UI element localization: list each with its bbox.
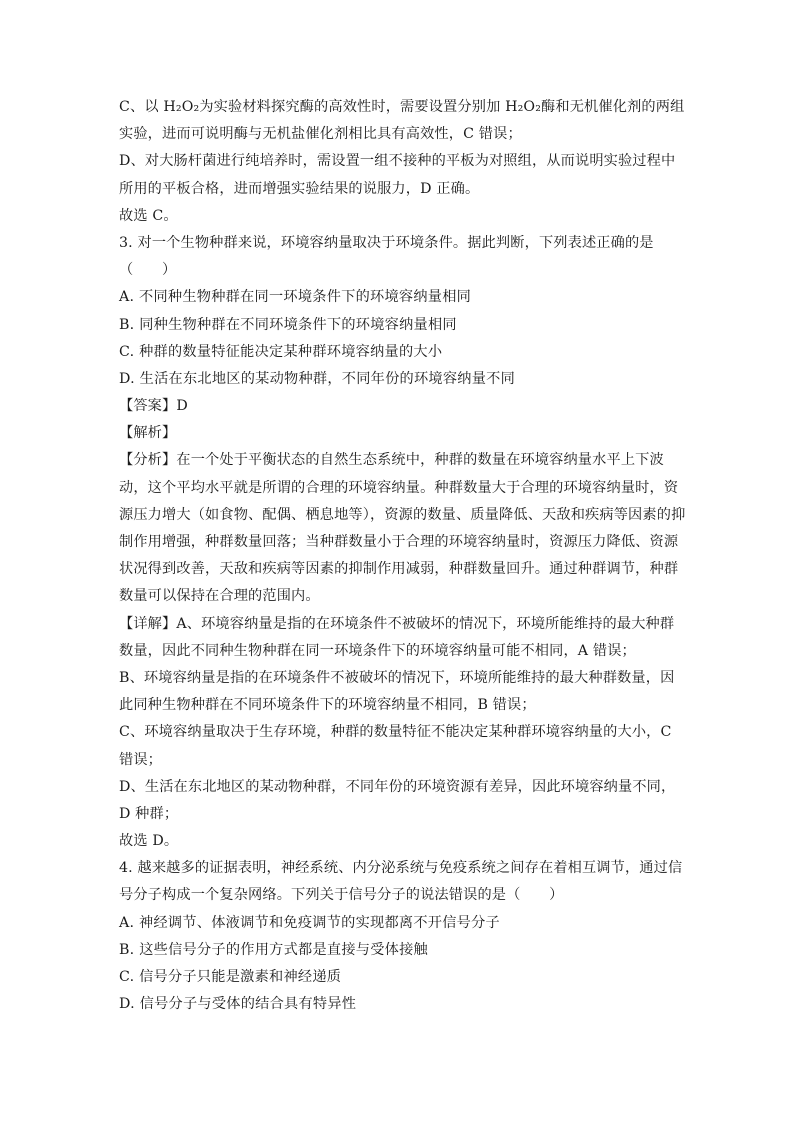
detail-explanation-line-3: B、环境容纳量是指的在环境条件不被破坏的情况下，环境所能维持的最大种群数量，因 <box>119 669 675 686</box>
question-3-option-b: B. 同种生物种群在不同环境条件下的环境容纳量相同 <box>119 316 457 333</box>
detail-explanation-line-2: 数量，因此不同种生物种群在同一环境条件下的环境容纳量可能不相同，A 错误； <box>119 642 636 659</box>
analysis-paragraph-line-1: 【分析】在一个处于平衡状态的自然生态系统中，种群的数量在环境容纳量水平上下波 <box>119 452 664 469</box>
question-4-option-d: D. 信号分子与受体的结合具有特异性 <box>119 996 357 1013</box>
question-4-option-b: B. 这些信号分子的作用方式都是直接与受体接触 <box>119 941 428 958</box>
option-c-explanation-line-2: 实验，进而可说明酶与无机盐催化剂相比具有高效性，C 错误； <box>119 126 522 143</box>
question-3-option-c: C. 种群的数量特征能决定某种群环境容纳量的大小 <box>119 343 443 360</box>
analysis-paragraph-line-6: 数量可以保持在合理的范围内。 <box>119 588 320 605</box>
document-page <box>119 94 686 1018</box>
question-3-option-d: D. 生活在东北地区的某动物种群，不同年份的环境容纳量不同 <box>119 370 516 387</box>
analysis-paragraph-line-5: 状况得到改善，天敌和疾病等因素的抑制作用减弱，种群数量回升。通过种群调节，种群 <box>119 561 679 578</box>
detail-explanation-line-6: 错误； <box>119 751 163 768</box>
question-3-option-a: A. 不同种生物种群在同一环境条件下的环境容纳量相同 <box>119 289 472 306</box>
question-3-conclusion: 故选 D。 <box>119 833 179 850</box>
detail-explanation-line-1: 【详解】A、环境容纳量是指的在环境条件不被破坏的情况下，环境所能维持的最大种群 <box>119 615 675 632</box>
question-4-option-a: A. 神经调节、体液调节和免疫调节的实现都离不开信号分子 <box>119 914 500 931</box>
question-4-option-c: C. 信号分子只能是激素和神经递质 <box>119 969 342 985</box>
detail-explanation-line-8: D 种群； <box>119 805 179 822</box>
analysis-paragraph-line-3: 源压力增大（如食物、配偶、栖息地等），资源的数量、质量降低、天敌和疾病等因素的抑 <box>119 506 686 523</box>
detail-explanation-line-4: 此同种生物种群在不同环境条件下的环境容纳量不相同，B 错误； <box>119 697 536 714</box>
conclusion-line: 故选 C。 <box>119 207 178 224</box>
option-d-explanation-line-2: 所用的平板合格，进而增强实验结果的说服力，D 正确。 <box>119 180 480 197</box>
detail-explanation-line-5: C、环境容纳量取决于生存环境，种群的数量特征不能决定某种群环境容纳量的大小，C <box>119 724 672 741</box>
question-4-stem-line-2: 号分子构成一个复杂网络。下列关于信号分子的说法错误的是（ ） <box>119 887 564 904</box>
option-d-explanation-line-1: D、对大肠杆菌进行纯培养时，需设置一组不接种的平板为对照组，从而说明实验过程中 <box>119 153 676 170</box>
question-3-stem-line-1: 3. 对一个生物种群来说，环境容纳量取决于环境条件。据此判断，下列表述正确的是 <box>119 234 654 251</box>
option-c-explanation-line-1: C、以 H₂O₂为实验材料探究酶的高效性时，需要设置分别加 H₂O₂酶和无机催化剂的两组 <box>119 99 685 115</box>
analysis-paragraph-line-2: 动，这个平均水平就是所谓的合理的环境容纳量。种群数量大于合理的环境容纳量时，资 <box>119 479 679 496</box>
question-3-analysis-heading: 【解析】 <box>119 425 177 442</box>
detail-explanation-line-7: D、生活在东北地区的某动物种群，不同年份的环境资源有差异，因此环境容纳量不同， <box>119 778 676 795</box>
question-4-stem-line-1: 4. 越来越多的证据表明，神经系统、内分泌系统与免疫系统之间存在着相互调节，通过信 <box>119 860 683 877</box>
analysis-paragraph-line-4: 制作用增强，种群数量回落；当种群数量小于合理的环境容纳量时，资源压力降低、资源 <box>119 534 679 550</box>
question-3-answer: 【答案】D <box>119 398 188 415</box>
question-3-stem-blank: （ ） <box>119 262 177 279</box>
